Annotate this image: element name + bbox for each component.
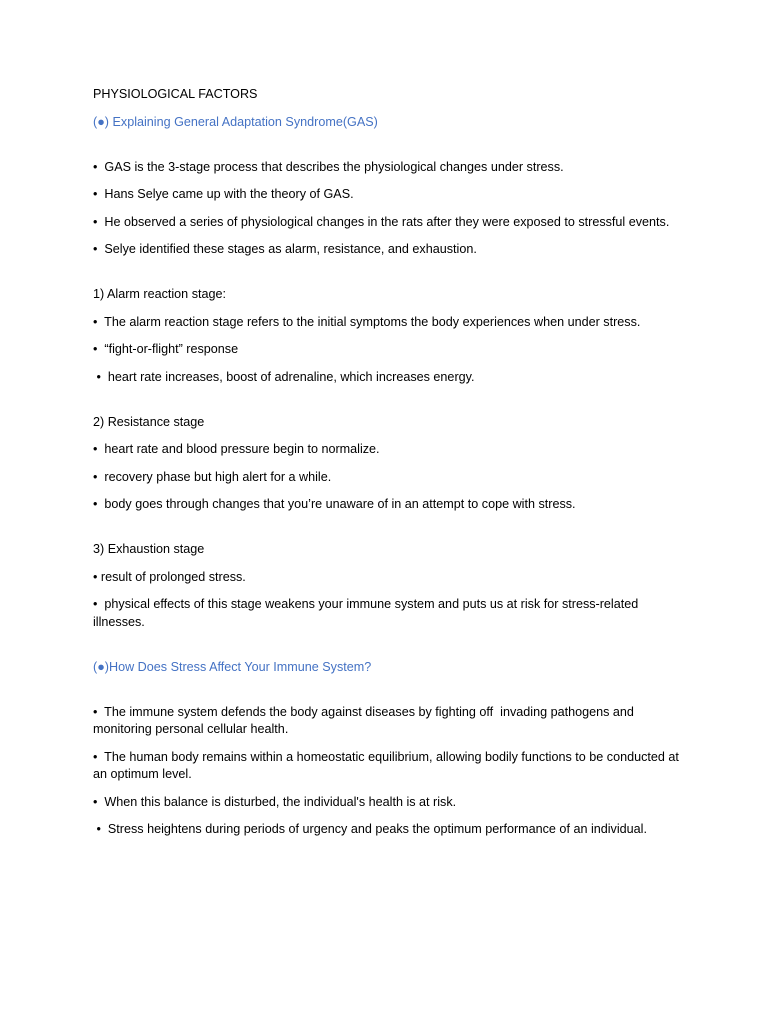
stage-heading-resistance: 2) Resistance stage	[93, 414, 205, 429]
spacer	[93, 141, 683, 159]
bullet-item: • Stress heightens during periods of urgency and peaks the optimum performance of an individual.	[93, 822, 647, 836]
bullet-item: • The human body remains within a homeostatic equilibrium, allowing bodily functions to be conducted at an optimum level.	[93, 749, 683, 781]
spacer	[93, 641, 683, 659]
bullet-item: • result of prolonged stress.	[93, 569, 246, 584]
bullet-item: • He observed a series of physiological changes in the rats after they were exposed to stressful events.	[93, 214, 670, 229]
bullet-item: • physical effects of this stage weakens your immune system and puts us at risk for stress-related illnesses.	[93, 597, 642, 629]
document-page	[93, 86, 683, 849]
section-heading-immune: (●)How Does Stress Affect Your Immune System?	[93, 659, 372, 674]
spacer	[93, 396, 683, 414]
bullet-item: • The alarm reaction stage refers to the initial symptoms the body experiences when under stress.	[93, 314, 641, 329]
bullet-item: • heart rate increases, boost of adrenaline, which increases energy.	[93, 369, 475, 384]
bullet-item: • Selye identified these stages as alarm, resistance, and exhaustion.	[93, 242, 477, 256]
spacer	[93, 686, 683, 704]
stage-heading-alarm: 1) Alarm reaction stage:	[93, 287, 226, 301]
bullet-item: • body goes through changes that you’re unaware of in an attempt to cope with stress.	[93, 497, 576, 511]
bullet-item: • Hans Selye came up with the theory of GAS.	[93, 187, 354, 201]
bullet-item: • The immune system defends the body against diseases by fighting off invading pathogens and monitoring personal cellular health.	[93, 704, 638, 736]
spacer	[93, 524, 683, 542]
bullet-item: • GAS is the 3-stage process that describes the physiological changes under stress.	[93, 159, 564, 174]
stage-heading-exhaustion: 3) Exhaustion stage	[93, 542, 205, 556]
section-heading-gas: (●) Explaining General Adaptation Syndrome(GAS)	[93, 114, 378, 129]
spacer	[93, 269, 683, 287]
bullet-item: • recovery phase but high alert for a while.	[93, 469, 332, 484]
bullet-item: • When this balance is disturbed, the individual's health is at risk.	[93, 794, 457, 809]
bullet-item: • heart rate and blood pressure begin to normalize.	[93, 442, 380, 456]
bullet-item: • “fight-or-flight” response	[93, 342, 239, 356]
document-title: PHYSIOLOGICAL FACTORS	[93, 87, 258, 101]
